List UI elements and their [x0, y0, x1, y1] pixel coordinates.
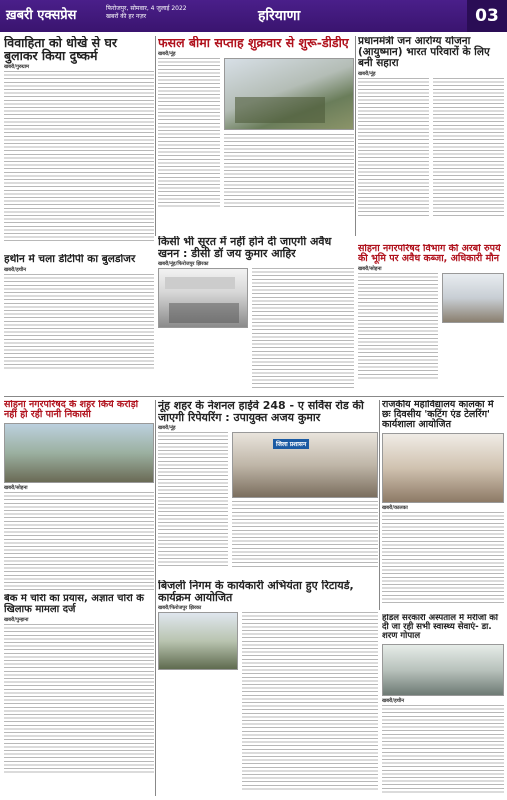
- article-sohna-water: [4, 400, 154, 590]
- article-rape-case: [4, 36, 154, 266]
- flood-photo: [4, 423, 154, 483]
- masthead: [0, 0, 507, 32]
- sub-line: खबरों की हर नज़र: [106, 13, 147, 20]
- byline: खबरी/नूंह: [158, 51, 176, 58]
- page-number: 03: [467, 0, 507, 32]
- body-text: [382, 705, 504, 793]
- headline: होडल सरकारी अस्पताल में मरीजों को दी जा रही सभी स्वास्थ्य सेवाएं- डा. शरण गोपाल: [382, 614, 498, 641]
- byline: खबरी/नूंह/फिरोजपुर झिरका: [158, 261, 209, 268]
- byline: खबरी/नूंह: [358, 71, 376, 78]
- headline: विवाहिता को धोखे से घर बुलाकर किया दुष्कर्म: [4, 36, 117, 64]
- article-nh-repair: [158, 400, 378, 576]
- event-photo: [224, 58, 354, 130]
- workshop-photo: [382, 433, 504, 503]
- officials-photo: [232, 432, 378, 498]
- issue-date: [106, 5, 226, 21]
- article-illegal-mining: [158, 236, 354, 396]
- headline: राजकीय महाविद्यालय कालका में छः दिवसीय 'कटिंग एंड टेलरिंग' कार्यशाला आयोजित: [382, 400, 494, 430]
- body-text: [4, 71, 154, 241]
- article-kalka-workshop: [382, 400, 504, 610]
- body-text: [382, 512, 504, 604]
- headline: नूंह शहर के नेशनल हाईवे 248 - ए सर्विस रोड की जाएगी रिपेयरिंग : उपायुक्त अजय कुमार: [158, 400, 364, 424]
- meeting-photo: [158, 268, 248, 328]
- newspaper-logo: ख़बरी एक्सप्रेस: [6, 8, 77, 23]
- body-text: [232, 501, 378, 568]
- headline: फसल बीमा सप्ताह शुक्रवार से शुरू-डीडीए: [158, 36, 349, 50]
- hospital-photo: [382, 644, 504, 696]
- headline: बैंक में चोरी का प्रयास, अज्ञात चोरों के खिलाफ मामला दर्ज: [4, 594, 144, 615]
- headline: सोहना नगरपरिषद विभाग की अरबों रुपये की भूमि पर अवैध कब्जा, अधिकारी मौन: [358, 244, 501, 264]
- photo-caption: जिला प्रशासन: [273, 439, 309, 449]
- byline: खबरी/हथीन: [382, 697, 405, 704]
- byline: खबरी/फिरोजपुर झिरका: [158, 605, 202, 612]
- body-text: [252, 268, 354, 388]
- body-text: [224, 134, 354, 208]
- byline: खबरी/नूंह: [158, 425, 176, 432]
- article-bank-theft: [4, 594, 154, 798]
- section-title: हरियाणा: [258, 8, 301, 24]
- body-text: [242, 612, 378, 792]
- byline: खबरी/पुन्हाना: [4, 617, 29, 623]
- office-photo: [442, 273, 504, 323]
- byline: खबरी/सोहना: [4, 484, 28, 491]
- article-ayushman: [358, 36, 504, 236]
- retirement-photo: [158, 612, 238, 670]
- body-text: [158, 58, 220, 208]
- article-sohna-land: [358, 244, 504, 396]
- byline: खबरी/गुरुग्राम: [4, 64, 30, 71]
- article-hathin-bulldozer: [4, 254, 154, 384]
- body-text: [4, 492, 154, 590]
- byline: खबरी/कालका: [382, 504, 408, 511]
- body-text: [358, 78, 504, 218]
- body-text: [4, 274, 154, 370]
- byline: खबरी/सोहना: [358, 265, 382, 272]
- body-text: [158, 432, 228, 568]
- article-hodal-hospital: [382, 614, 504, 798]
- article-power-retirement: [158, 580, 378, 798]
- headline: सोहना नगरपरिषद के शहर किये करोड़ों नहीं हो रही पानी निकासी: [4, 400, 139, 420]
- headline: बिजली निगम के कार्यकारी अभियंता हुए रिटायर्ड, कार्यक्रम आयोजित: [158, 580, 354, 604]
- body-text: [4, 624, 154, 774]
- headline: हथीन में चला डीटीपी का बुलडोजर: [4, 254, 136, 265]
- headline: किसी भी सूरत में नहीं होने दी जाएगी अवैध खनन : डीसी डॉ जय कुमार आहिर: [158, 236, 332, 260]
- article-crop-insurance: [158, 36, 354, 226]
- byline: खबरी/हथीन: [4, 267, 27, 274]
- date-line: फिरोजपुर, सोमवार, 4 जुलाई 2022: [106, 5, 187, 12]
- headline: प्रधानमंत्री जन आरोग्य योजना (आयुष्मान) भारत परिवारों के लिए बनी सहारा: [358, 36, 490, 70]
- body-text: [358, 273, 438, 381]
